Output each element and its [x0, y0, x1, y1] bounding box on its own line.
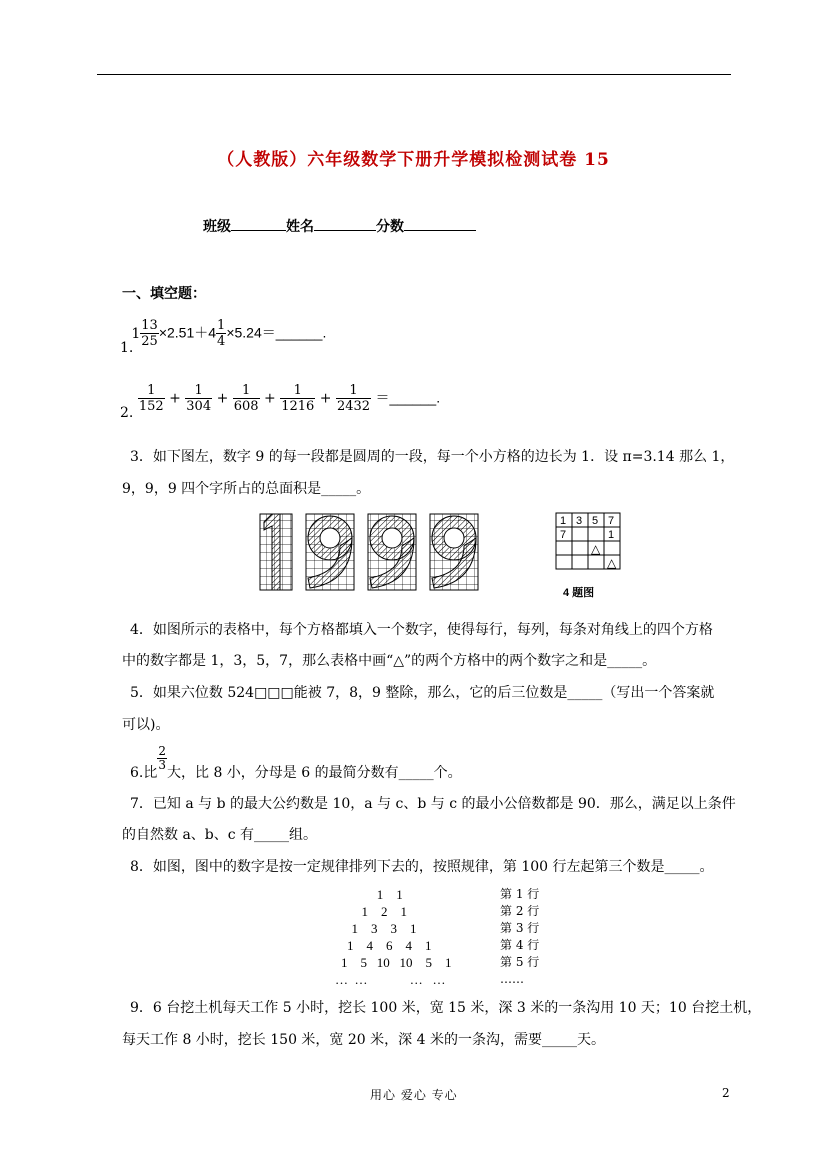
q1-whole: 1 — [131, 325, 141, 342]
digit-1-figure — [260, 514, 292, 590]
q6-post: 大，比 8 小，分母是 6 的最简分数有_____个。 — [167, 764, 462, 781]
page-number: 2 — [722, 1086, 730, 1100]
score-label: 分数 — [376, 219, 404, 235]
class-label: 班级 — [203, 219, 231, 235]
q2-fraction-5: $\frac{1}{2432}$ — [336, 383, 371, 414]
q2-fraction-1: $\frac{1}{152}$ — [138, 383, 164, 414]
digit-9-figure-3 — [430, 514, 478, 590]
question-2 — [120, 383, 441, 421]
q7-line-2: 的自然数 a、b、c 有_____组。 — [122, 827, 318, 843]
q9-line-2: 每天工作 8 小时，挖长 150 米，宽 20 米，深 4 米的一条沟，需要_____天。 — [122, 1032, 605, 1048]
row-label-5: 第 5 行 — [500, 955, 540, 969]
cell-r2c1: 7 — [560, 529, 567, 541]
score-blank — [404, 216, 476, 231]
cell-r1c2: 3 — [576, 515, 583, 527]
q8-line-1: 8．如图，图中的数字是按一定规律排列下去的，按照规律，第 100 行左起第三个数是_____。 — [130, 859, 714, 875]
figure-4-caption: 4 题图 — [563, 587, 595, 599]
pascal-triangle — [335, 886, 452, 988]
figure-1999-grids — [258, 512, 498, 592]
name-blank — [314, 216, 376, 231]
question-6 — [130, 744, 462, 781]
q1-fraction-2: $\frac{1}{4}$ — [217, 318, 226, 349]
row-label-6: …… — [500, 972, 524, 986]
q1-fraction-1: $\frac{13}{25}$ — [141, 318, 158, 349]
q2-tail: ＝______. — [375, 389, 441, 406]
q2-fraction-4: $\frac{1}{1216}$ — [281, 383, 315, 414]
q6-pre: 6.比 — [130, 764, 158, 781]
q2-plus: + — [264, 390, 276, 407]
q5-line-2: 可以)。 — [122, 717, 170, 733]
pyramid-row-4: 1 4 6 4 1 — [347, 938, 432, 953]
cell-r1c1: 1 — [560, 515, 567, 527]
cell-r1c3: 5 — [592, 515, 599, 527]
row-label-4: 第 4 行 — [500, 938, 540, 952]
digit-9-figure-1 — [306, 514, 354, 590]
q3-line-1: 3．如下图左，数字 9 的每一段都是圆周的一段，每一个小方格的边长为 1．设 π=3.14 那么 1， — [130, 449, 735, 465]
q2-plus: + — [319, 390, 332, 407]
pyramid-row-2: 1 2 1 — [355, 904, 407, 919]
q7-line-1: 7．已知 a 与 b 的最大公约数是 10，a 与 c、b 与 c 的最小公倍数都是 90．那么，满足以上条件 — [130, 796, 736, 812]
figure-4-table — [555, 512, 625, 602]
pyramid-row-1: 1 1 — [367, 887, 403, 902]
cell-r3c3-triangle: △ — [591, 542, 601, 556]
header-rule — [97, 74, 731, 75]
pyramid-row-5: 1 5 10 10 5 1 — [341, 955, 452, 970]
page-footer: 用心 爱心 专心 — [370, 1088, 458, 1102]
cell-r4c4-triangle: △ — [607, 556, 617, 570]
q6-fraction: $\frac{2}{3}$ — [158, 744, 166, 772]
cell-r1c4: 7 — [608, 515, 615, 527]
pyramid-row-3: 1 3 3 1 — [345, 921, 417, 936]
row-label-3: 第 3 行 — [500, 921, 540, 935]
q1-number: 1. — [120, 339, 134, 356]
q2-number: 2. — [120, 404, 134, 421]
q1-mid: ×2.51＋4 — [158, 324, 217, 341]
section-heading: 一、填空题： — [122, 286, 206, 302]
name-label: 姓名 — [286, 219, 314, 235]
q2-fraction-2: $\frac{1}{304}$ — [186, 383, 212, 414]
q1-tail: ×5.24＝______. — [226, 324, 327, 341]
q4-line-1: 4．如图所示的表格中，每个方格都填入一个数字，使得每行，每列，每条对角线上的四个方格 — [130, 622, 713, 638]
q2-fraction-3: $\frac{1}{608}$ — [233, 383, 259, 414]
q2-plus: + — [216, 390, 229, 407]
q9-line-1: 9．6 台挖土机每天工作 5 小时，挖长 100 米，宽 15 米，深 3 米的一条沟用 10 天；10 台挖土机， — [130, 1000, 762, 1016]
row-label-1: 第 1 行 — [500, 887, 540, 901]
row-label-2: 第 2 行 — [500, 904, 540, 918]
question-1 — [120, 318, 327, 356]
student-info — [203, 216, 476, 236]
page-title: （人教版）六年级数学下册升学模拟检测试卷 15 — [217, 150, 610, 170]
q5-line-1: 5．如果六位数 524□□□能被 7，8，9 整除，那么，它的后三位数是_____（写出一个答案就 — [130, 685, 715, 701]
cell-r2c4: 1 — [608, 529, 615, 541]
pyramid-row-labels — [500, 886, 539, 988]
digit-9-figure-2 — [368, 514, 416, 590]
q3-line-2: 9，9，9 四个字所占的总面积是_____。 — [122, 481, 371, 497]
q4-line-2: 中的数字都是 1，3，5，7，那么表格中画“△”的两个方格中的两个数字之和是_____。 — [122, 653, 657, 669]
class-blank — [231, 216, 286, 231]
q2-plus: + — [169, 390, 181, 407]
pyramid-row-6: … … … … — [335, 972, 446, 987]
